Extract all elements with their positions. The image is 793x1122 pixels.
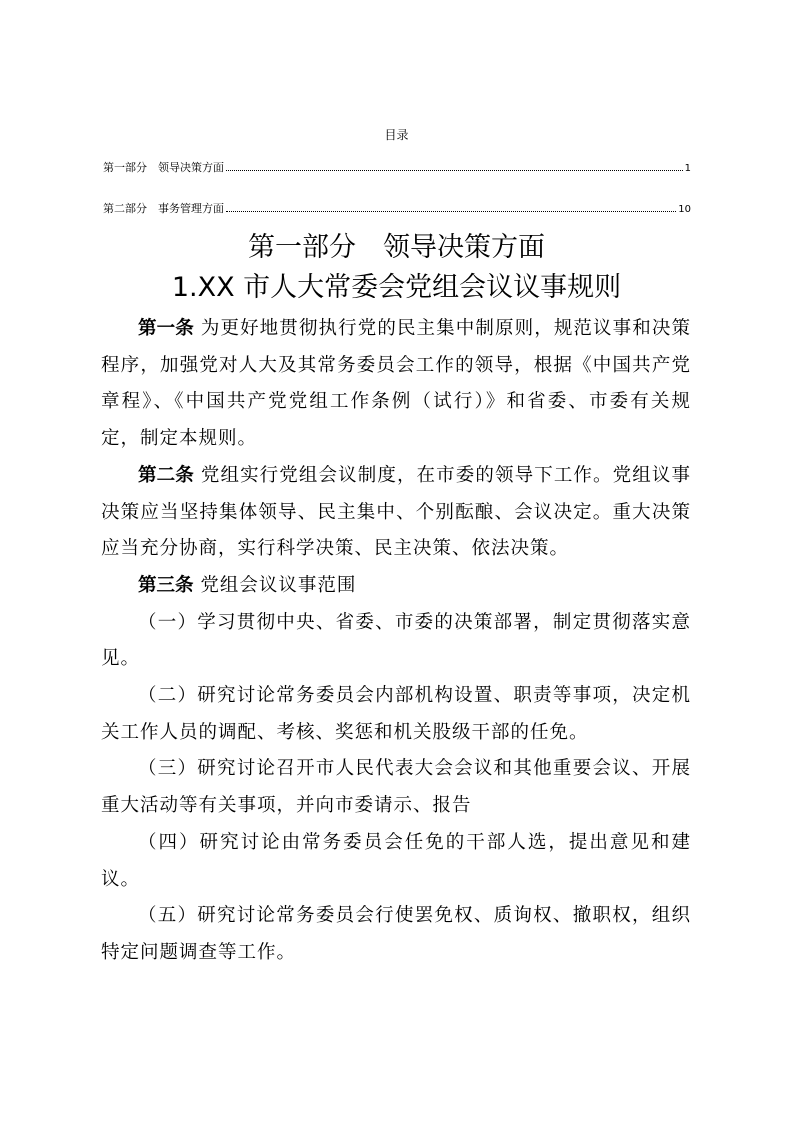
toc-entry-label: 第一部分 领导决策方面 bbox=[103, 161, 224, 174]
article-heading: 第一条 bbox=[138, 318, 194, 339]
toc-entry-page: 10 bbox=[678, 204, 691, 215]
article-heading: 第二条 bbox=[138, 464, 194, 486]
part-title: 第一部分 领导决策方面 bbox=[248, 232, 545, 263]
rule-title: 1.XX 市人大常委会党组会议议事规则 bbox=[171, 272, 622, 303]
article-paragraph bbox=[101, 568, 691, 605]
list-item: （三）研究讨论召开市人民代表大会会议和其他重要会议、开展重大活动等有关事项，并向市委请示、报告 bbox=[101, 758, 691, 817]
list-item: （一）学习贯彻中央、省委、市委的决策部署，制定贯彻落实意见。 bbox=[101, 611, 691, 670]
list-item: （四）研究讨论由常务委员会任免的干部人选，提出意见和建议。 bbox=[101, 831, 691, 890]
article-text: 党组实行党组会议制度，在市委的领导下工作。党组议事决策应当坚持集体领导、民主集中、个别酝酿、会议决定。重大决策应当充分协商，实行科学决策、民主决策、依法决策。 bbox=[101, 464, 691, 560]
toc-entry-part-two[interactable] bbox=[103, 202, 691, 217]
article-paragraph bbox=[101, 311, 691, 458]
toc-dot-leader bbox=[226, 211, 676, 212]
toc-entry-page: 1 bbox=[684, 163, 691, 174]
article-paragraph bbox=[101, 458, 691, 568]
article-text: 为更好地贯彻执行党的民主集中制原则，规范议事和决策程序，加强党对人大及其常务委员会工作的领导，根据《中国共产党章程》、《中国共产党党组工作条例（试行）》和省委、市委有关规定，制定本规则。 bbox=[101, 318, 691, 450]
article-text: 党组会议议事范围 bbox=[200, 574, 357, 596]
list-item: （二）研究讨论常务委员会内部机构设置、职责等事项，决定机关工作人员的调配、考核、奖惩和机关股级干部的任免。 bbox=[101, 685, 691, 743]
toc-entry-label: 第二部分 事务管理方面 bbox=[103, 202, 224, 215]
article-heading: 第三条 bbox=[138, 574, 194, 596]
list-item: （五）研究讨论常务委员会行使罢免权、质询权、撤职权，组织特定问题调查等工作。 bbox=[101, 905, 691, 963]
toc-dot-leader bbox=[226, 170, 683, 171]
toc-entry-part-one[interactable] bbox=[103, 161, 691, 176]
document-body bbox=[101, 311, 691, 972]
toc-title: 目录 bbox=[384, 128, 409, 142]
